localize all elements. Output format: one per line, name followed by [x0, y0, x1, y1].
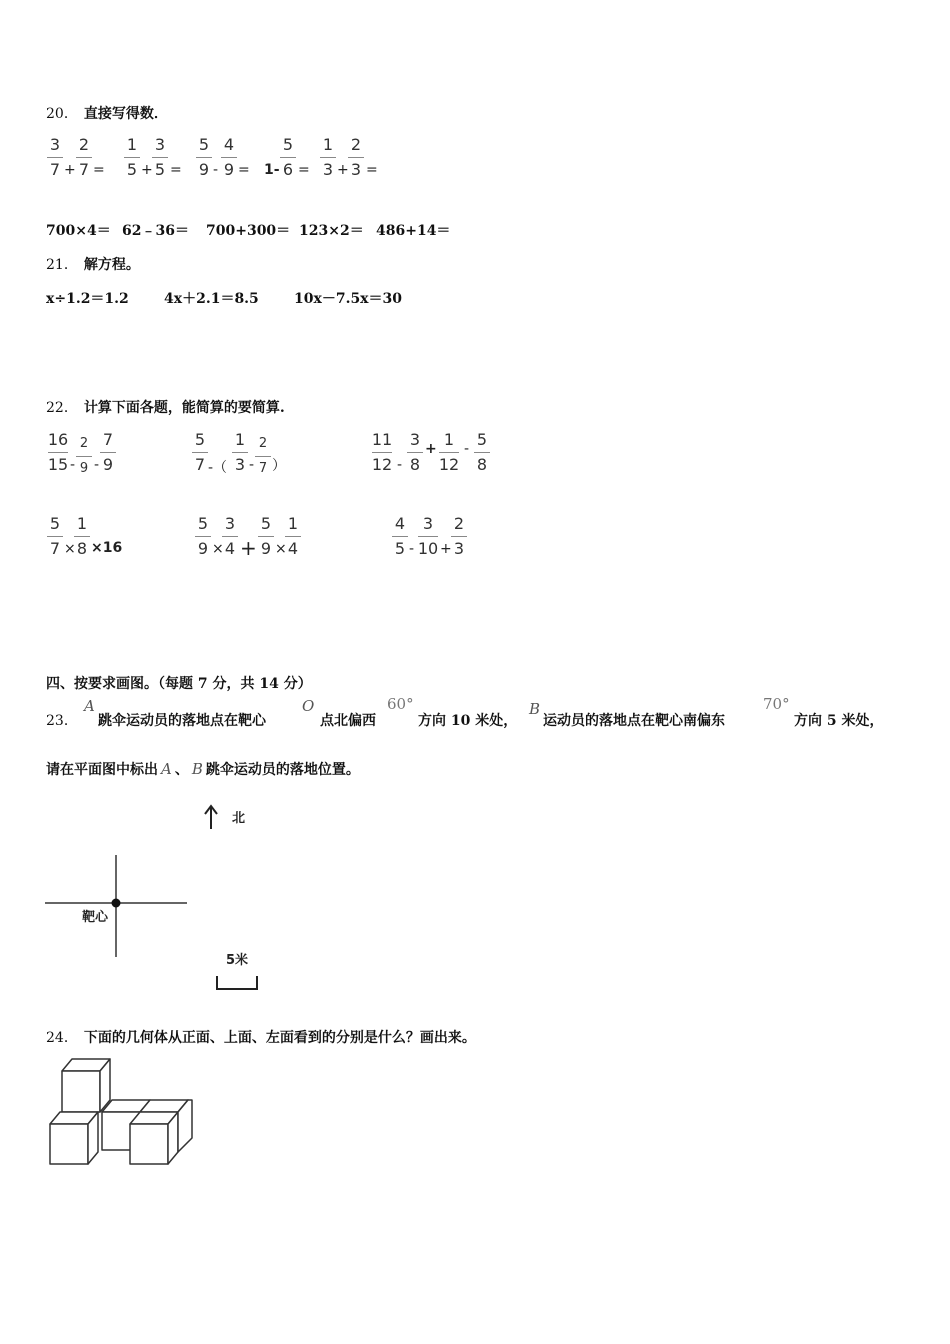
fraction: 7 9: [98, 429, 118, 476]
operator: ）: [272, 458, 286, 474]
operator: +: [337, 162, 349, 178]
point-label: B: [529, 700, 541, 718]
equation: 4x＋2.1＝8.5: [164, 291, 259, 307]
point-label: O: [302, 697, 315, 715]
q23-text: 跳伞运动员的落地点在靶心: [98, 713, 266, 729]
q23-text: 方向 10 米处，: [418, 713, 518, 729]
q23-line1: 23．: [46, 713, 78, 729]
fraction: 1 5: [122, 134, 142, 181]
oral-calc-item: 700×4＝: [46, 223, 111, 239]
fraction: 2 7: [253, 433, 273, 480]
operator: -: [94, 457, 100, 473]
operator: 1-: [264, 162, 280, 178]
equation: x÷1.2＝1.2: [46, 291, 129, 307]
section-heading: 四、按要求画图。（每题 7 分，共 14 分）: [46, 676, 312, 692]
fraction: 16 15: [47, 430, 69, 474]
fraction: 3 4: [220, 513, 240, 560]
q20-heading: 20． 直接写得数．: [46, 106, 168, 122]
operator: -: [409, 541, 415, 557]
angle-label: 70°: [763, 695, 790, 713]
oral-calc-item: 486+14＝: [376, 223, 451, 239]
q22-heading: 22． 计算下面各题，能简算的要简算.: [46, 400, 285, 416]
fraction: 1 8: [72, 513, 92, 560]
equation: 10x－7.5x＝30: [294, 291, 403, 307]
north-arrow-icon: [205, 806, 217, 829]
target-plan-diagram: [40, 795, 300, 1000]
fraction: 5 7: [190, 429, 210, 476]
oral-calc-item: 123×2＝: [299, 223, 364, 239]
point-label: A: [84, 697, 95, 715]
operator: +: [141, 162, 153, 178]
fraction: 3 10: [417, 514, 439, 558]
fraction: 3 8: [405, 429, 425, 476]
operator: -: [397, 457, 403, 473]
scale-label: 5米: [226, 953, 249, 968]
fraction: 3 7: [45, 134, 65, 181]
fraction: 5 8: [472, 429, 492, 476]
operator: ×: [275, 541, 287, 557]
fraction: 2 9: [74, 433, 94, 480]
target-center-point: [112, 899, 121, 908]
operator: +: [64, 162, 76, 178]
operator: -（: [208, 460, 228, 476]
q24-heading: 24． 下面的几何体从正面、上面、左面看到的分别是什么？画出来。: [46, 1030, 476, 1046]
fraction: 5 9: [193, 513, 213, 560]
q23-text: 运动员的落地点在靶心南偏东: [543, 713, 725, 729]
oral-calc-item: 700+300＝: [206, 223, 291, 239]
cube-solid-figure: [40, 1052, 205, 1172]
operator: +: [440, 541, 452, 557]
q23-text: 点北偏西: [320, 713, 376, 729]
operator: ×16: [91, 540, 123, 556]
operator: =: [366, 162, 378, 178]
fraction: 5 6: [278, 134, 298, 181]
operator: -: [213, 162, 219, 178]
angle-label: 60°: [387, 695, 414, 713]
scale-bar: [217, 976, 257, 989]
fraction: 1 12: [438, 430, 460, 474]
operator: =: [298, 162, 310, 178]
fraction: 4 5: [390, 513, 410, 560]
fraction: 2 3: [346, 134, 366, 181]
oral-calc-item: 62﹣36＝: [122, 223, 189, 239]
operator: ×: [64, 541, 76, 557]
north-label: 北: [232, 811, 246, 826]
fraction: 2 3: [449, 513, 469, 560]
operator: -: [70, 457, 76, 473]
q21-heading: 21． 解方程。: [46, 257, 140, 273]
operator: -: [464, 441, 470, 457]
fraction: 5 9: [194, 134, 214, 181]
fraction: 1 4: [283, 513, 303, 560]
fraction: 3 5: [150, 134, 170, 181]
operator: =: [170, 162, 182, 178]
target-center-label: 靶心: [82, 910, 109, 925]
fraction: 4 9: [219, 134, 239, 181]
fraction: 1 3: [230, 429, 250, 476]
operator: =: [93, 162, 105, 178]
fraction: 5 7: [45, 513, 65, 560]
fraction: 11 12: [371, 430, 393, 474]
operator: -: [249, 457, 255, 473]
q23-line2: 请在平面图中标出 A 、 B 跳伞运动员的落地位置。: [46, 760, 360, 778]
operator: =: [238, 162, 250, 178]
q23-text: 方向 5 米处，: [794, 713, 884, 729]
operator: +: [425, 441, 437, 457]
fraction: 2 7: [74, 134, 94, 181]
fraction: 5 9: [256, 513, 276, 560]
fraction: 1 3: [318, 134, 338, 181]
operator: +: [240, 536, 257, 560]
operator: ×: [212, 541, 224, 557]
